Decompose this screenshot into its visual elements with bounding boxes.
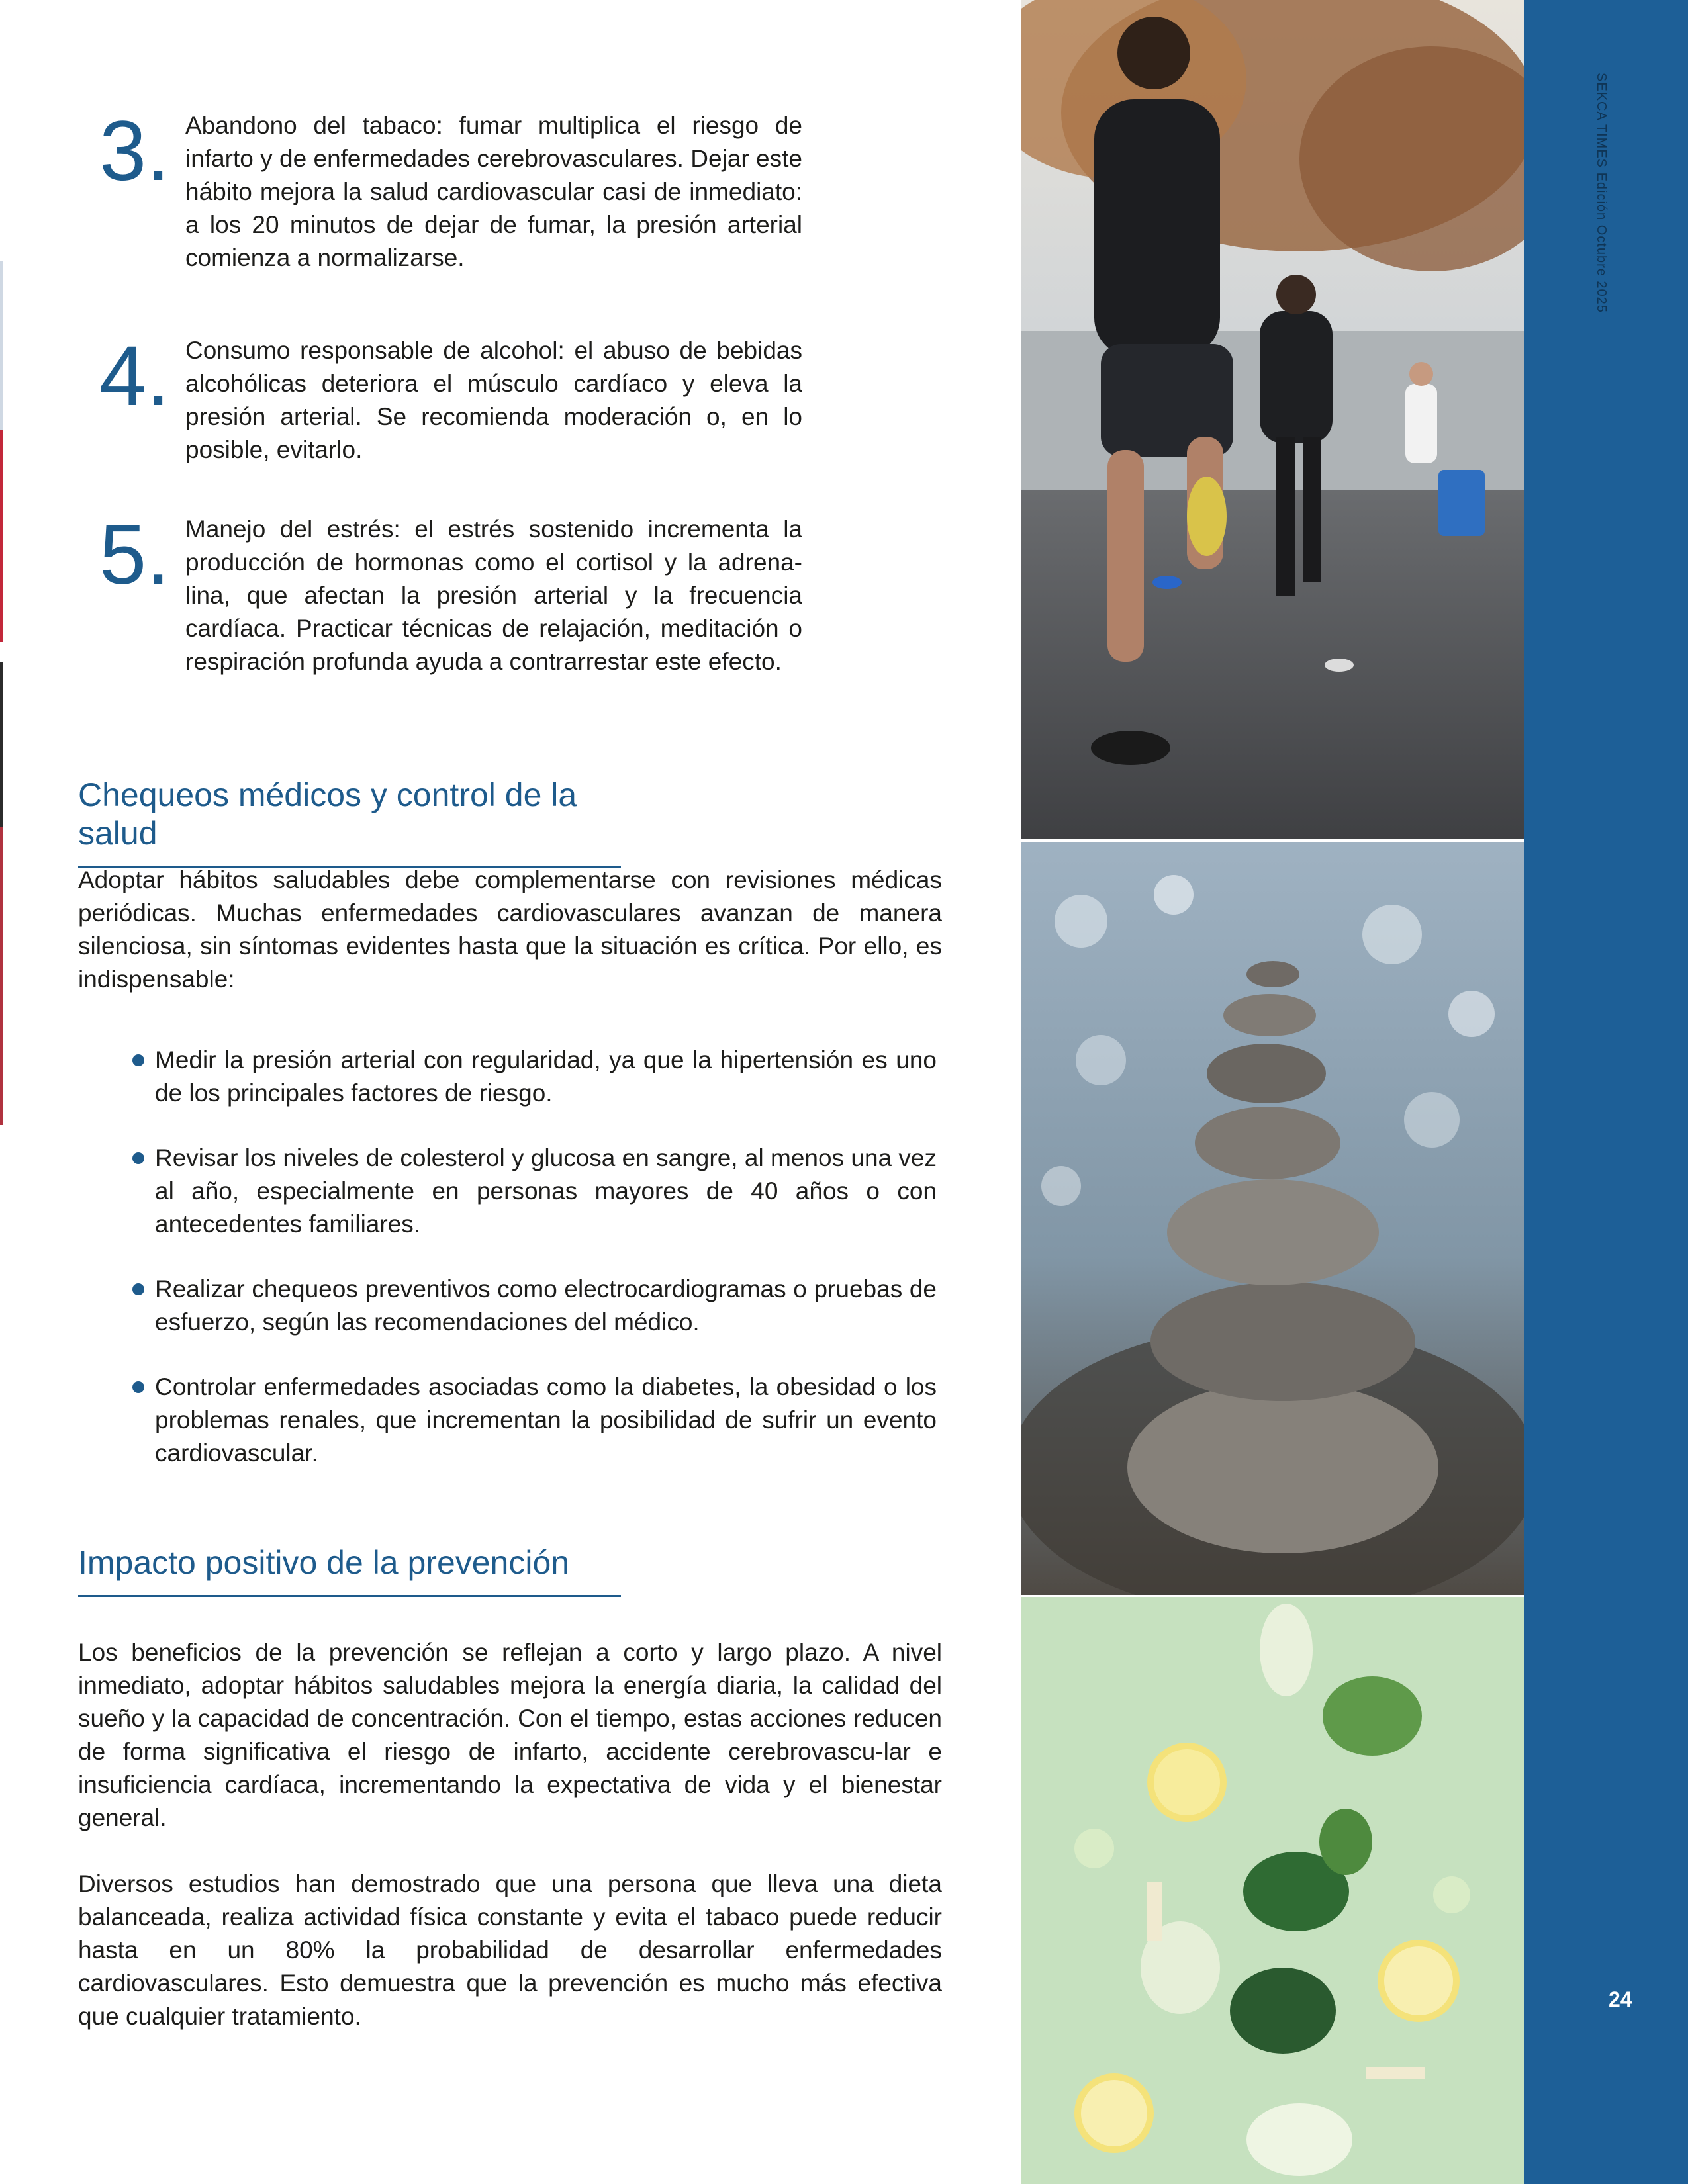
numbered-item-5 <box>99 508 802 703</box>
vegetables-illustration <box>1021 1597 1524 2184</box>
bullet-icon <box>132 1054 144 1066</box>
section-intro <box>78 864 942 996</box>
runners-photo <box>1021 0 1524 839</box>
numbered-item-4 <box>99 329 802 491</box>
list-item-text: Revisar los niveles de colesterol y glucosa en sangre, al menos una vez al año, especialmente en personas mayores de 40 años o con antecedentes familiares. <box>155 1144 937 1238</box>
runners-illustration <box>1021 0 1524 839</box>
item-number: 5. <box>99 508 170 602</box>
item-number: 4. <box>99 329 170 424</box>
item-number: 3. <box>99 104 170 199</box>
list-item <box>132 1142 937 1241</box>
page-number: 24 <box>1609 1987 1632 2011</box>
body-paragraph: Diversos estudios han demostrado que una persona que lleva una dieta balanceada, realiza actividad física constante y evita el tabaco puede reducir hasta en un 80% la probabilidad de desarrollar enfermedades cardiovasculares. Esto demuestra que la prevención es mucho más efectiva que cualquier tratamiento. <box>78 1870 942 2030</box>
item-text: Abandono del tabaco: fumar multiplica el riesgo de infarto y de enfermedades cerebrovasculares. Dejar este hábito mejora la salud cardiovascular casi de inmediato: a los 20 minutos de dejar de fumar, la presión arterial comienza a normalizarse. <box>185 112 802 271</box>
left-edge-strip <box>0 662 3 827</box>
stone-stack-photo <box>1021 842 1524 1595</box>
bullet-icon <box>132 1381 144 1393</box>
checkup-list <box>132 1044 937 1502</box>
section-heading-checkups: Chequeos médicos y control de la salud <box>78 776 621 868</box>
item-text: Manejo del estrés: el estrés sostenido incrementa la producción de hormonas como el cortisol y la adrena-lina, que afectan la presión arterial y la frecuencia cardíaca. Practicar técnicas de relajación, meditación o respiración profunda ayuda a contrarrestar este efecto. <box>185 516 802 675</box>
left-edge-strip <box>0 827 3 1125</box>
sidebar-band <box>1524 0 1688 2184</box>
stones-illustration <box>1021 842 1524 1595</box>
bullet-icon <box>132 1283 144 1295</box>
numbered-item-3 <box>99 104 802 299</box>
section-heading-impact: Impacto positivo de la prevención <box>78 1543 621 1597</box>
running-header: SEKCA TIMES Edición Octubre 2025 <box>1594 73 1609 313</box>
list-item-text: Realizar chequeos preventivos como electrocardiogramas o pruebas de esfuerzo, según las recomendaciones del médico. <box>155 1275 937 1336</box>
list-item-text: Medir la presión arterial con regularidad, ya que la hipertensión es uno de los principales factores de riesgo. <box>155 1046 937 1107</box>
bullet-icon <box>132 1152 144 1164</box>
item-text: Consumo responsable de alcohol: el abuso de bebidas alcohólicas deteriora el músculo cardíaco y eleva la presión arterial. Se recomienda moderación o, en lo posible, evitarlo. <box>185 337 802 463</box>
intro-paragraph: Adoptar hábitos saludables debe complementarse con revisiones médicas periódicas. Muchas enfermedades cardiovasculares avanzan de manera silenciosa, sin síntomas evidentes hasta que la situación es crítica. Por ello, es indispensable: <box>78 866 942 993</box>
list-item <box>132 1044 937 1110</box>
list-item-text: Controlar enfermedades asociadas como la diabetes, la obesidad o los problemas renales, que incrementan la posibilidad de sufrir un evento cardiovascular. <box>155 1373 937 1467</box>
section-body <box>78 1636 942 2033</box>
list-item <box>132 1371 937 1470</box>
body-paragraph: Los beneficios de la prevención se reflejan a corto y largo plazo. A nivel inmediato, adoptar hábitos saludables mejora la energía diaria, la calidad del sueño y la capacidad de concentración. Con el tiempo, estas acciones reducen de forma significativa el riesgo de infarto, accidente cerebrovascu-lar e insuficiencia cardíaca, incrementando la expectativa de vida y el bienestar general. <box>78 1639 942 1831</box>
list-item <box>132 1273 937 1339</box>
vegetables-photo <box>1021 1597 1524 2184</box>
left-edge-strip <box>0 430 3 642</box>
